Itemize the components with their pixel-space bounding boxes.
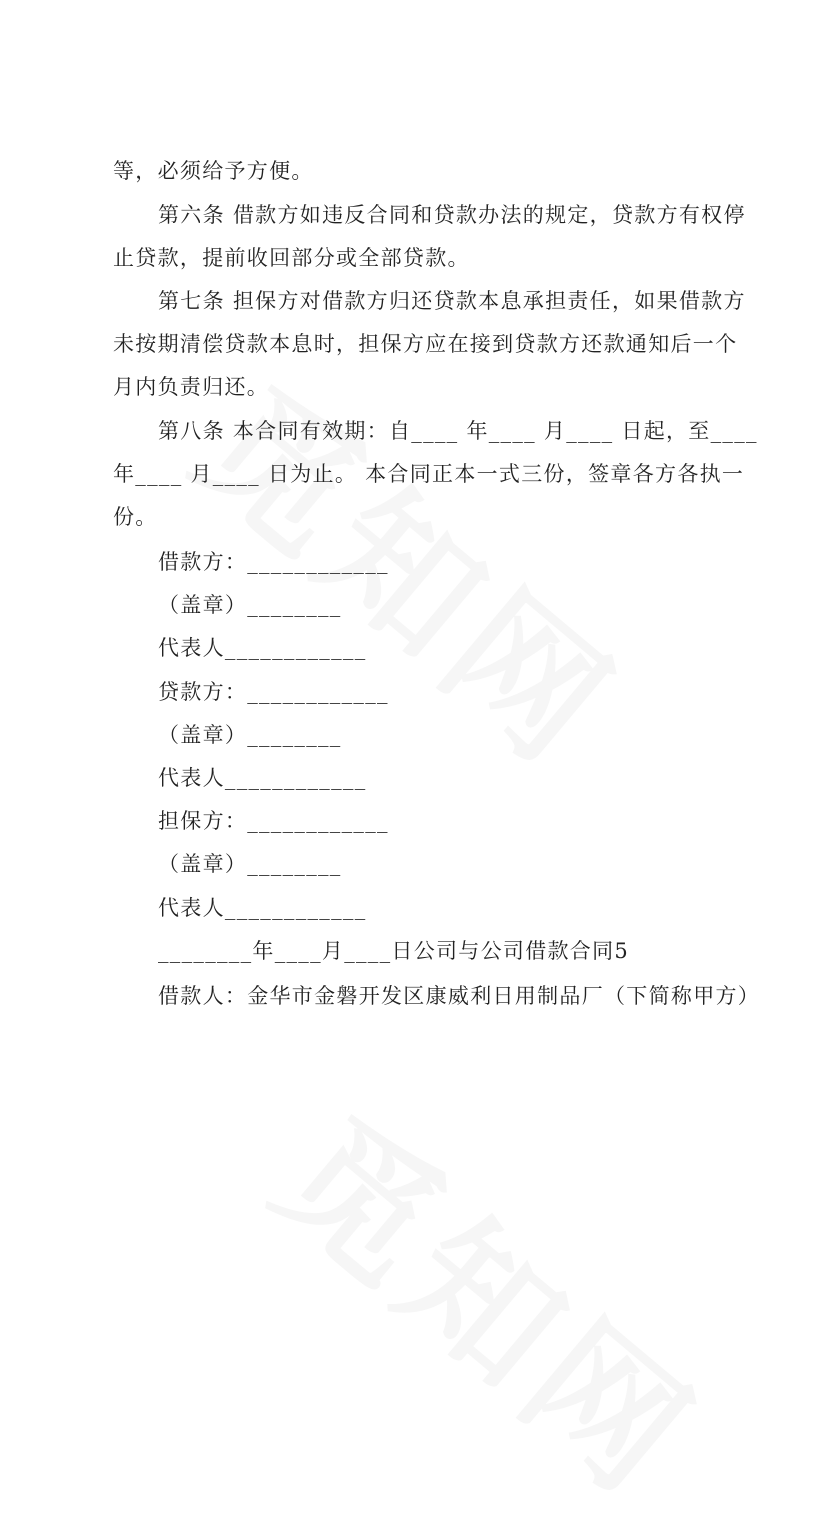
- article-7-line-1: 第七条 担保方对借款方归还贷款本息承担责任，如果借款方: [158, 289, 746, 313]
- guarantor-representative: 代表人____________: [158, 896, 367, 920]
- lender-representative: 代表人____________: [158, 766, 367, 790]
- borrower-representative: 代表人____________: [158, 636, 367, 660]
- borrower-intro: 借款人：金华市金磐开发区康威利日用制品厂（下简称甲方）: [158, 984, 761, 1008]
- article-7-line-3: 月内负责归还。: [113, 375, 270, 399]
- borrower-seal: （盖章）________: [158, 593, 342, 617]
- paragraph-line: 等，必须给予方便。: [113, 159, 314, 183]
- watermark: [241, 1060, 748, 1534]
- article-8-line-1: 第八条 本合同有效期：自____ 年____ 月____ 日起，至____: [158, 419, 758, 443]
- guarantor-seal: （盖章）________: [158, 852, 342, 876]
- article-6-line-1: 第六条 借款方如违反合同和贷款办法的规定，贷款方有权停: [158, 203, 746, 227]
- lender-seal: （盖章）________: [158, 723, 342, 747]
- contract-date-title: ________年____月____日公司与公司借款合同5: [158, 939, 630, 963]
- lender-signature: 贷款方：____________: [158, 680, 389, 704]
- article-7-line-2: 未按期清偿贷款本息时，担保方应在接到贷款方还款通知后一个: [113, 332, 738, 356]
- article-8-line-3: 份。: [113, 505, 158, 529]
- guarantor-signature: 担保方：____________: [158, 809, 389, 833]
- article-6-line-2: 止贷款，提前收回部分或全部贷款。: [113, 246, 470, 270]
- borrower-signature: 借款方：____________: [158, 550, 389, 574]
- article-8-line-2: 年____ 月____ 日为止。 本合同正本一式三份，签章各方各执一: [113, 462, 745, 486]
